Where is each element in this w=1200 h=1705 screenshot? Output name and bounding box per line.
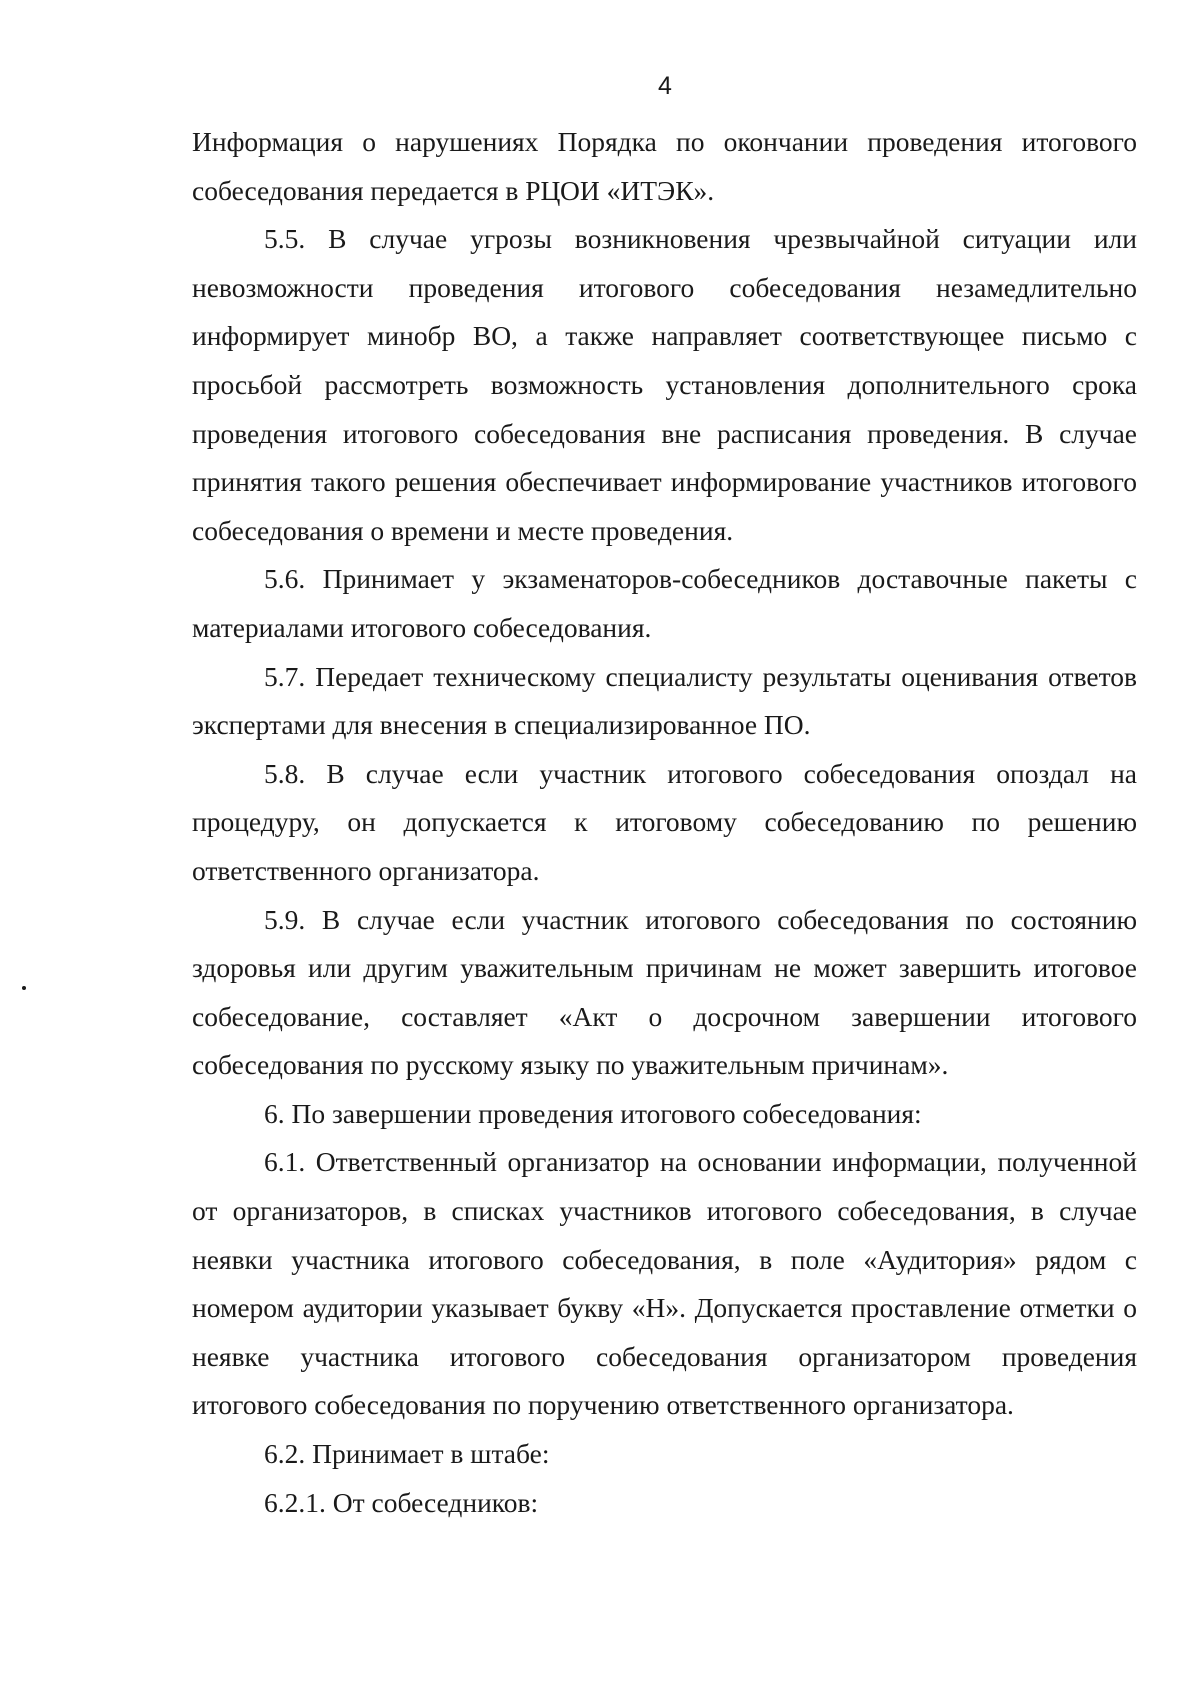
paragraph-5-5: 5.5. В случае угрозы возникновения чрезвычайной ситуации или невозможности проведения итогового собеседования незамедлительно информирует минобр ВО, а также направляет соответствующее письмо с просьбой рассмотреть возможность установления дополнительного срока проведения итогового собеседования вне расписания проведения. В случае принятия такого решения обеспечивает информирование участников итогового собеседования о времени и месте проведения. [192, 223, 1137, 546]
paragraph-6-2-1: 6.2.1. От собеседников: [264, 1486, 539, 1518]
paragraph-6: 6. По завершении проведения итогового собеседования: [264, 1097, 922, 1129]
paragraph-5-8: 5.8. В случае если участник итогового собеседования опоздал на процедуру, он допускается к итоговому собеседованию по решению ответственного организатора. [192, 757, 1137, 886]
document-body [192, 118, 1137, 1527]
paragraph-6-1: 6.1. Ответственный организатор на основании информации, полученной от организаторов, в списках участников итогового собеседования, в случае неявки участника итогового собеседования, в поле «Аудитория» рядом с номером аудитории указывает букву «Н». Допускается проставление отметки о неявке участника итогового собеседования организатором проведения итогового собеседования по поручению ответственного организатора. [192, 1146, 1137, 1421]
scan-dot-mark [22, 986, 26, 990]
page-number: 4 [658, 72, 672, 100]
paragraph-5-6: 5.6. Принимает у экзаменаторов-собеседников доставочные пакеты с материалами итогового собеседования. [192, 563, 1137, 643]
paragraph-6-2: 6.2. Принимает в штабе: [264, 1438, 550, 1470]
paragraph-continuation: Информация о нарушениях Порядка по окончании проведения итогового собеседования передается в РЦОИ «ИТЭК». [192, 126, 1137, 206]
paragraph-5-7: 5.7. Передает техническому специалисту результаты оценивания ответов экспертами для внесения в специализированное ПО. [192, 660, 1137, 741]
paragraph-5-9: 5.9. В случае если участник итогового собеседования по состоянию здоровья или другим уважительным причинам не может завершить итоговое собеседование, составляет «Акт о досрочном завершении итогового собеседования по русскому языку по уважительным причинам». [192, 903, 1137, 1081]
